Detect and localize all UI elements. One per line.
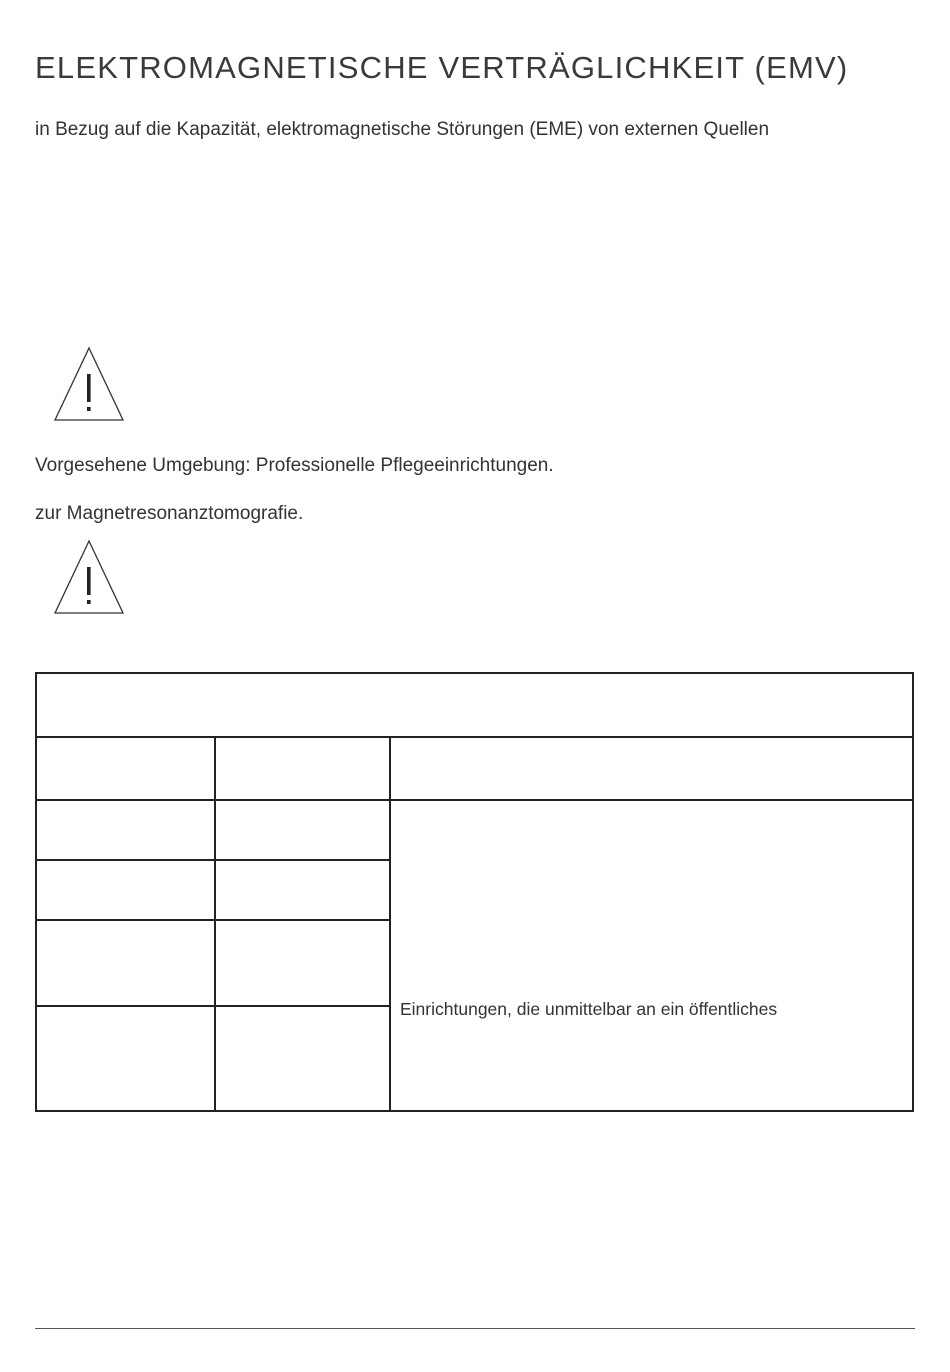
table-column-divider (214, 736, 216, 1112)
warning-triangle-icon (53, 539, 125, 615)
footer-divider (35, 1328, 915, 1329)
table-border-top (35, 672, 914, 674)
merged-cell-text: Einrichtungen, die unmittelbar an ein öffentliches (400, 999, 778, 1019)
table-border-bottom (35, 1110, 914, 1112)
mri-note-text: zur Magnetresonanztomografie. (35, 503, 304, 524)
environment-text: Vorgesehene Umgebung: Professionelle Pflegeeinrichtungen. (35, 455, 554, 476)
table-column-header-divider (35, 799, 914, 801)
table-border-right (912, 672, 914, 1112)
table-row-divider (35, 1005, 391, 1007)
warning-triangle-icon (53, 346, 125, 422)
intro-text: in Bezug auf die Kapazität, elektromagnetische Störungen (EME) von externen Quellen (35, 119, 770, 140)
table-border-left (35, 672, 37, 1112)
page-title: ELEKTROMAGNETISCHE VERTRÄGLICHKEIT (EMV) (35, 50, 849, 85)
table-column-divider (389, 736, 391, 1112)
table-header-divider (35, 736, 914, 738)
table-row-divider (35, 859, 391, 861)
table-row-divider (35, 919, 391, 921)
